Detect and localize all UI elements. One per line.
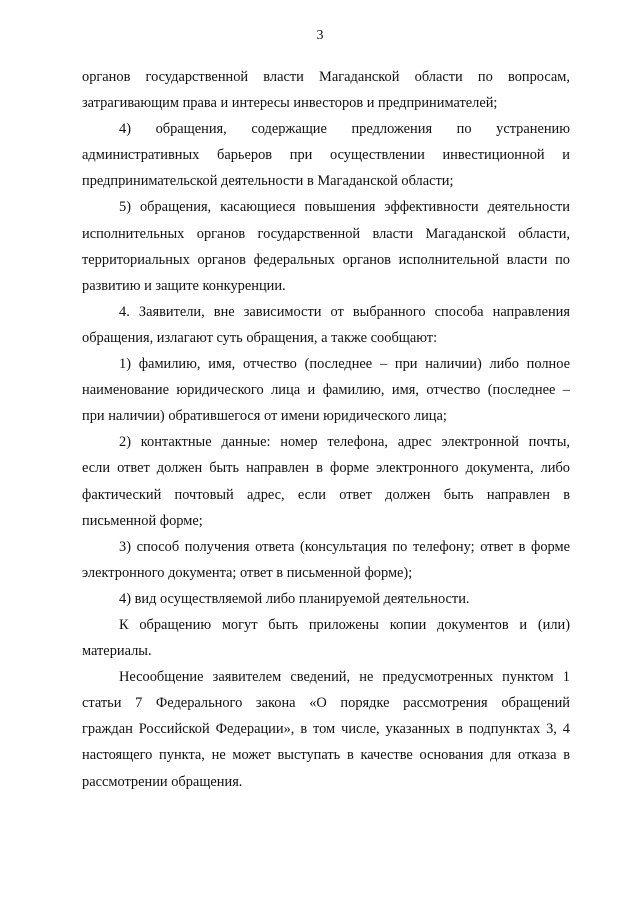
paragraph: [82, 586, 570, 612]
text-line: 4) обращения, содержащие предложения по устранению: [119, 121, 570, 138]
paragraph: [82, 64, 570, 116]
text-line: 3) способ получения ответа (консультация по телефону; ответ в форме: [119, 538, 570, 555]
text-line: электронного документа; ответ в письменной форме);: [82, 564, 413, 581]
text-line: рассмотрении обращения.: [82, 773, 243, 790]
paragraph: [82, 299, 570, 351]
text-line: статьи 7 Федерального закона «О порядке рассмотрения обращений: [82, 695, 570, 712]
text-line: наименование юридического лица и фамилию, имя, отчество (последнее –: [82, 382, 570, 399]
paragraph: [82, 194, 570, 298]
page-number: 3: [316, 28, 324, 43]
paragraph: [82, 429, 570, 533]
paragraph: [82, 664, 570, 794]
text-line: территориальных органов федеральных органов исполнительной власти по: [82, 251, 570, 268]
document-body: [82, 64, 570, 795]
text-line: 5) обращения, касающиеся повышения эффективности деятельности: [119, 199, 570, 216]
text-line: 1) фамилию, имя, отчество (последнее – при наличии) либо полное: [119, 356, 570, 373]
text-line: исполнительных органов государственной власти Магаданской области,: [82, 225, 570, 242]
paragraph: [82, 351, 570, 429]
text-line: при наличии) обратившегося от имени юридического лица;: [82, 408, 447, 425]
text-line: 4. Заявители, вне зависимости от выбранного способа направления: [119, 303, 570, 320]
paragraph: [82, 116, 570, 194]
text-line: органов государственной власти Магаданской области по вопросам,: [82, 69, 570, 85]
text-line: административных барьеров при осуществлении инвестиционной и: [82, 147, 570, 164]
text-line: К обращению могут быть приложены копии документов и (или): [119, 616, 570, 633]
text-line: обращения, излагают суть обращения, а также сообщают:: [82, 329, 438, 346]
text-line: письменной форме;: [82, 512, 203, 529]
text-line: предпринимательской деятельности в Магаданской области;: [82, 173, 454, 190]
text-line: фактический почтовый адрес, если ответ должен быть направлен в: [82, 486, 570, 503]
text-line: затрагивающим права и интересы инвесторов и предпринимателей;: [82, 95, 498, 112]
paragraph: [82, 534, 570, 586]
text-line: настоящего пункта, не может выступать в качестве основания для отказа в: [82, 747, 570, 764]
text-line: Несообщение заявителем сведений, не предусмотренных пунктом 1: [119, 669, 570, 686]
text-line: если ответ должен быть направлен в форме электронного документа, либо: [82, 460, 570, 477]
text-line: материалы.: [82, 643, 152, 660]
paragraph: [82, 612, 570, 664]
text-line: 2) контактные данные: номер телефона, адрес электронной почты,: [119, 434, 570, 451]
text-line: 4) вид осуществляемой либо планируемой деятельности.: [119, 590, 470, 607]
text-line: граждан Российской Федерации», в том числе, указанных в подпунктах 3, 4: [82, 721, 570, 738]
text-line: развитию и защите конкуренции.: [82, 277, 286, 294]
